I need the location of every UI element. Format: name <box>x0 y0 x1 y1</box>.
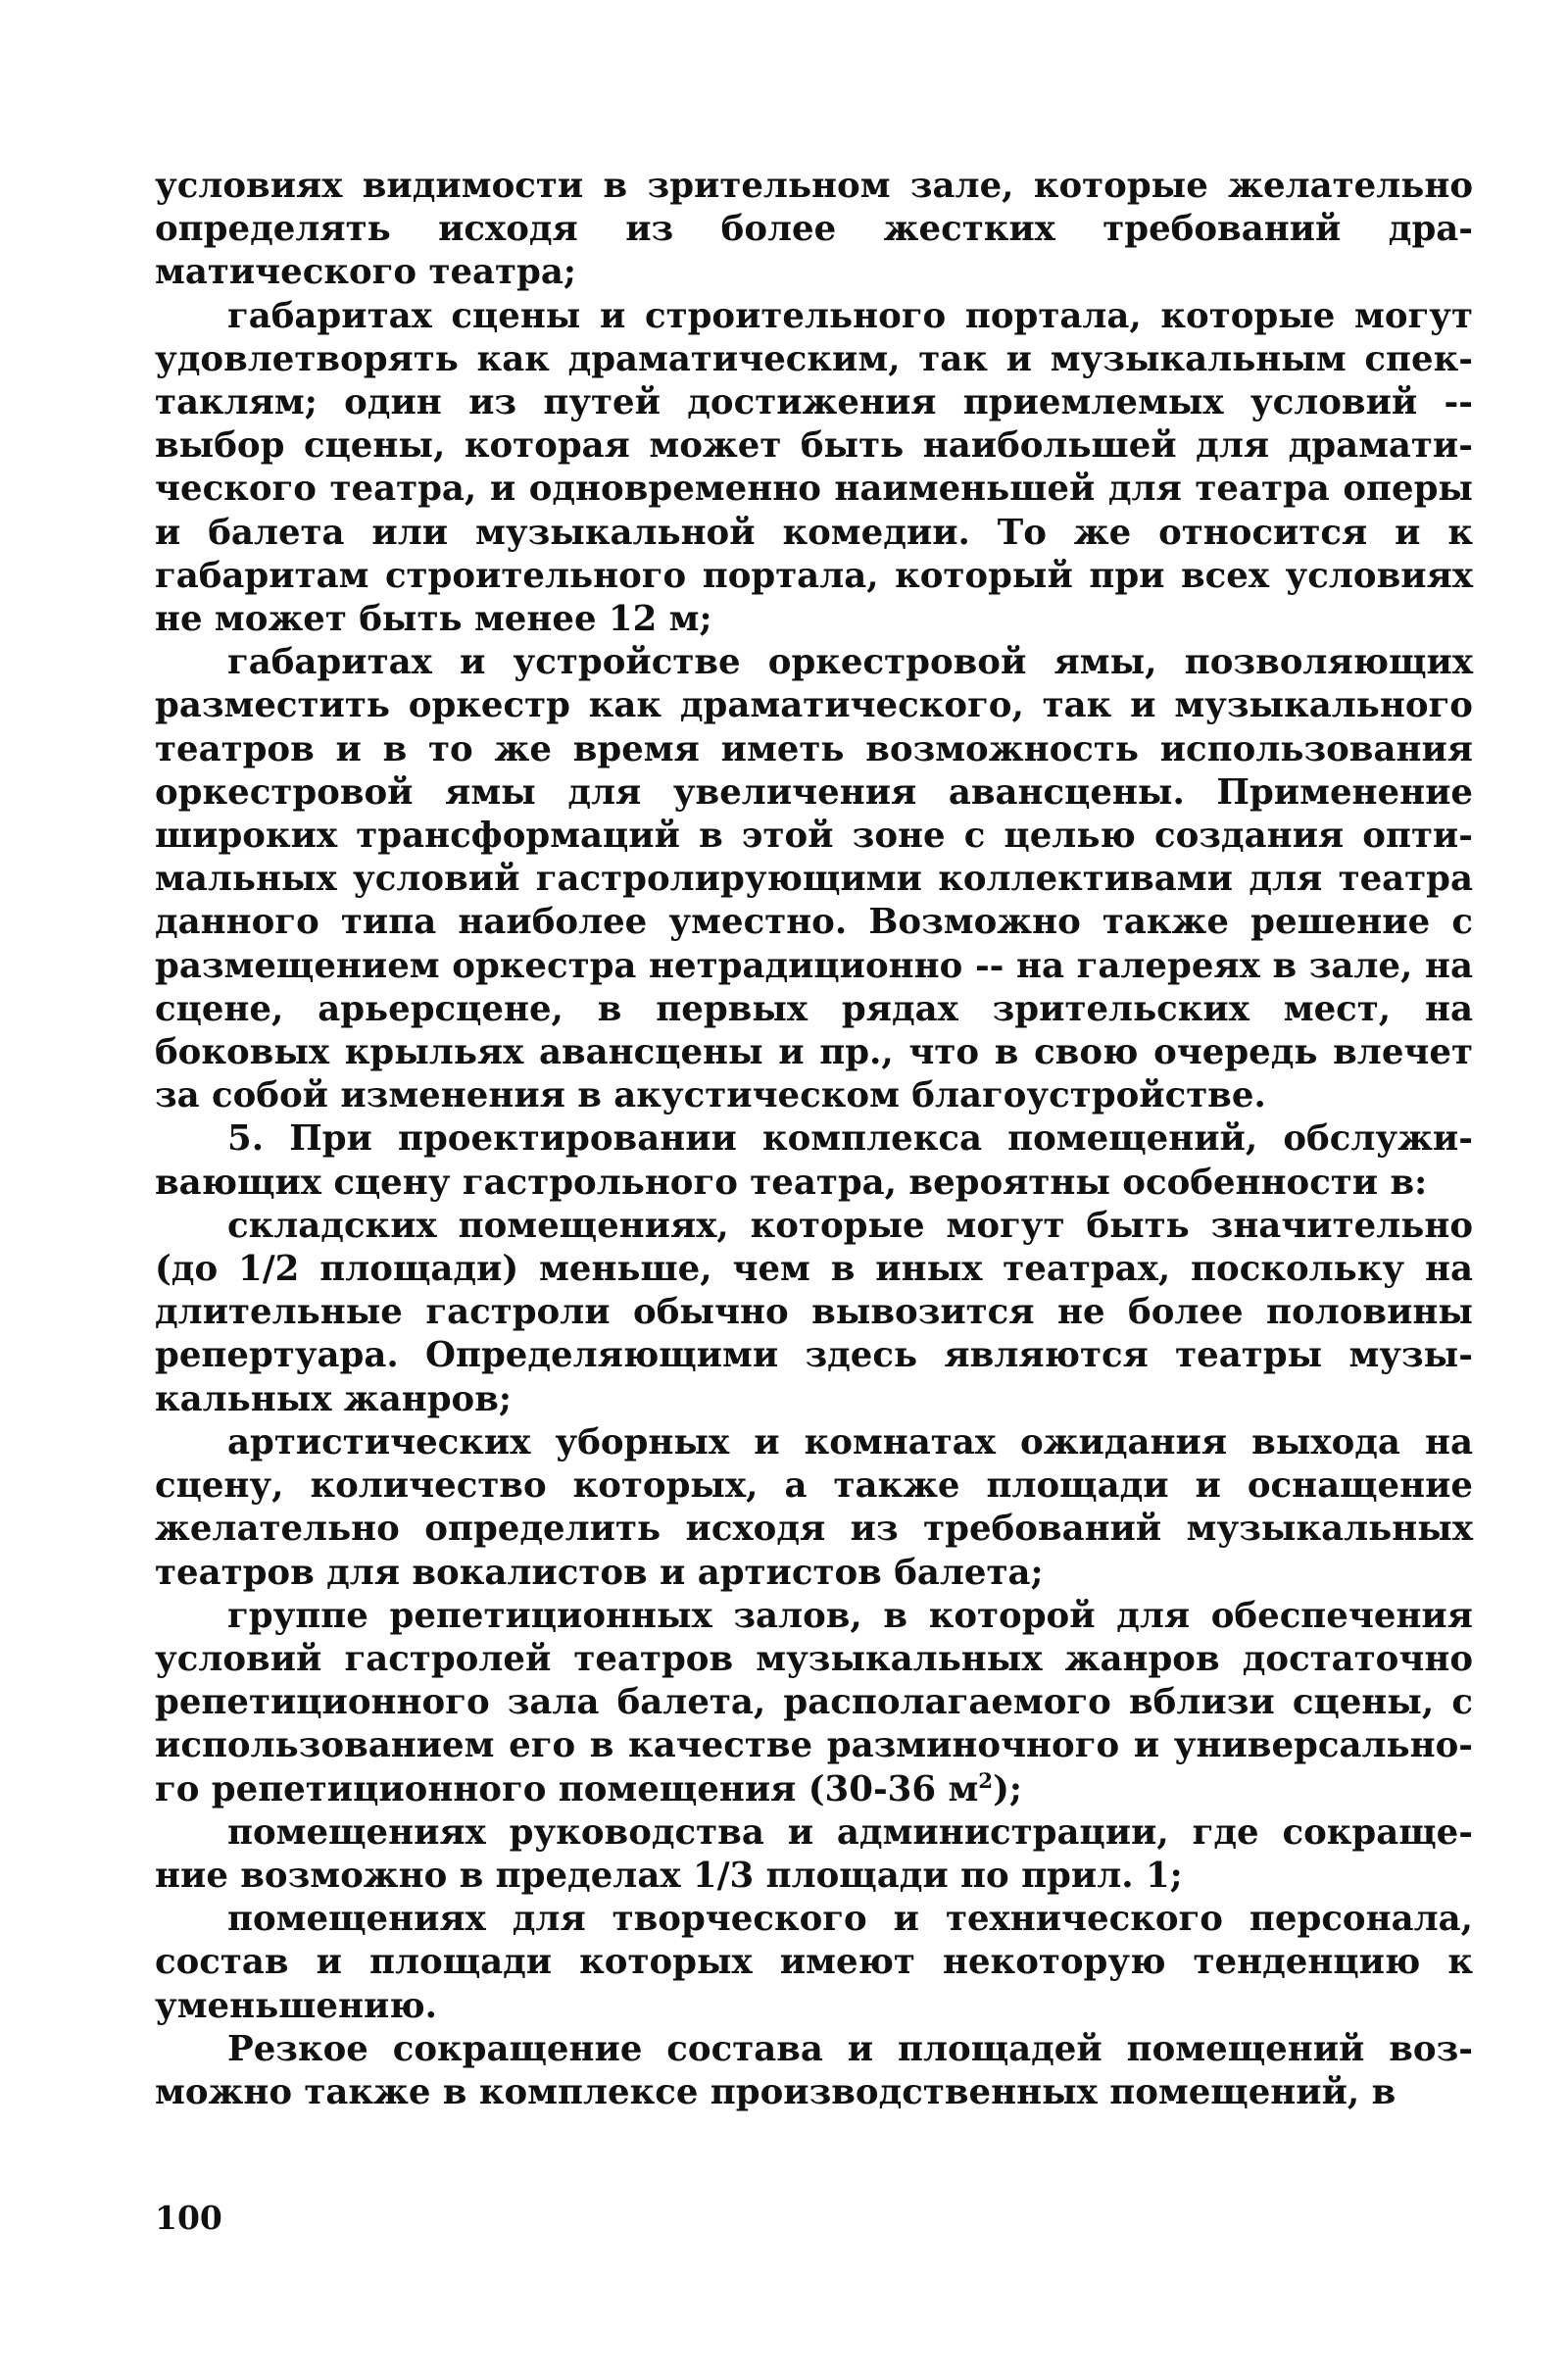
paragraph-orchestra-pit: габаритах и устройстве оркестровой ямы, позволяющих разместить оркестр как драматического, так и музыкального театров и в то же время иметь возможность использования оркестровой ямы для увеличения авансцены. Применение широких трансформаций в этой зоне с целью создания оптимальных условий гастролирующими коллективами для театра данного типа наиболее уместно. Возможно также решение с размещением оркестра нетрадиционно -- на галереях в зале, на сцене, арьерсцене, в первых рядах зрительских мест, на боковых крыльях авансцены и пр., что в свою очередь влечет за собой изменения в акустическом благоустройстве. <box>155 642 1473 1116</box>
superscript-2: 2 <box>978 1768 994 1794</box>
paragraph-production-rooms: Резкое сокращение состава и площадей помещений возможно также в комплексе производственных помещений, в <box>155 2028 1473 2112</box>
rehearsal-text-end: ); <box>993 1768 1023 1809</box>
paragraph-visibility-conditions: условиях видимости в зрительном зале, которые желательно определять исходя из более жестких требований драматического театра; <box>155 166 1473 293</box>
paragraph-rehearsal-halls <box>155 1595 1473 1811</box>
paragraph-stage-dimensions: габаритах сцены и строительного портала, которые могут удовлетворять как драматическим, так и музыкальным спектаклям; один из путей достижения приемлемых условий -- выбор сцены, которая может быть наибольшей для драматического театра, и одновременно наименьшей для театра оперы и балета или музыкальной комедии. То же относится и к габаритам строительного портала, который при всех условиях не может быть менее 12 м; <box>155 295 1473 640</box>
paragraph-item-5: 5. При проектировании комплекса помещений, обслуживающих сцену гастрольного театра, вероятны особенности в: <box>155 1118 1473 1203</box>
rehearsal-text: группе репетиционных залов, в которой для обеспечения условий гастролей театров музыкальных жанров достаточно репетиционного зала балета, располагаемого вблизи сцены, с использованием его в качестве разминочного и универсального репетиционного помещения (30-36 м <box>155 1595 1473 1809</box>
page-number: 100 <box>155 2199 222 2237</box>
document-body <box>155 165 1473 2114</box>
paragraph-staff-rooms: помещениях для творческого и технического персонала, состав и площади которых имеют некоторую тенденцию к уменьшению. <box>155 1899 1473 2026</box>
paragraph-dressing-rooms: артистических уборных и комнатах ожидания выхода на сцену, количество которых, а также площади и оснащение желательно определить исходя из требований музыкальных театров для вокалистов и артистов балета; <box>155 1421 1473 1593</box>
paragraph-storage-rooms: складских помещениях, которые могут быть значительно (до 1/2 площади) меньше, чем в иных театрах, поскольку на длительные гастроли обычно вывозится не более половины репертуара. Определяющими здесь являются театры музыкальных жанров; <box>155 1205 1473 1419</box>
paragraph-administration: помещениях руководства и администрации, где сокращение возможно в пределах 1/3 площади по прил. 1; <box>155 1811 1473 1896</box>
